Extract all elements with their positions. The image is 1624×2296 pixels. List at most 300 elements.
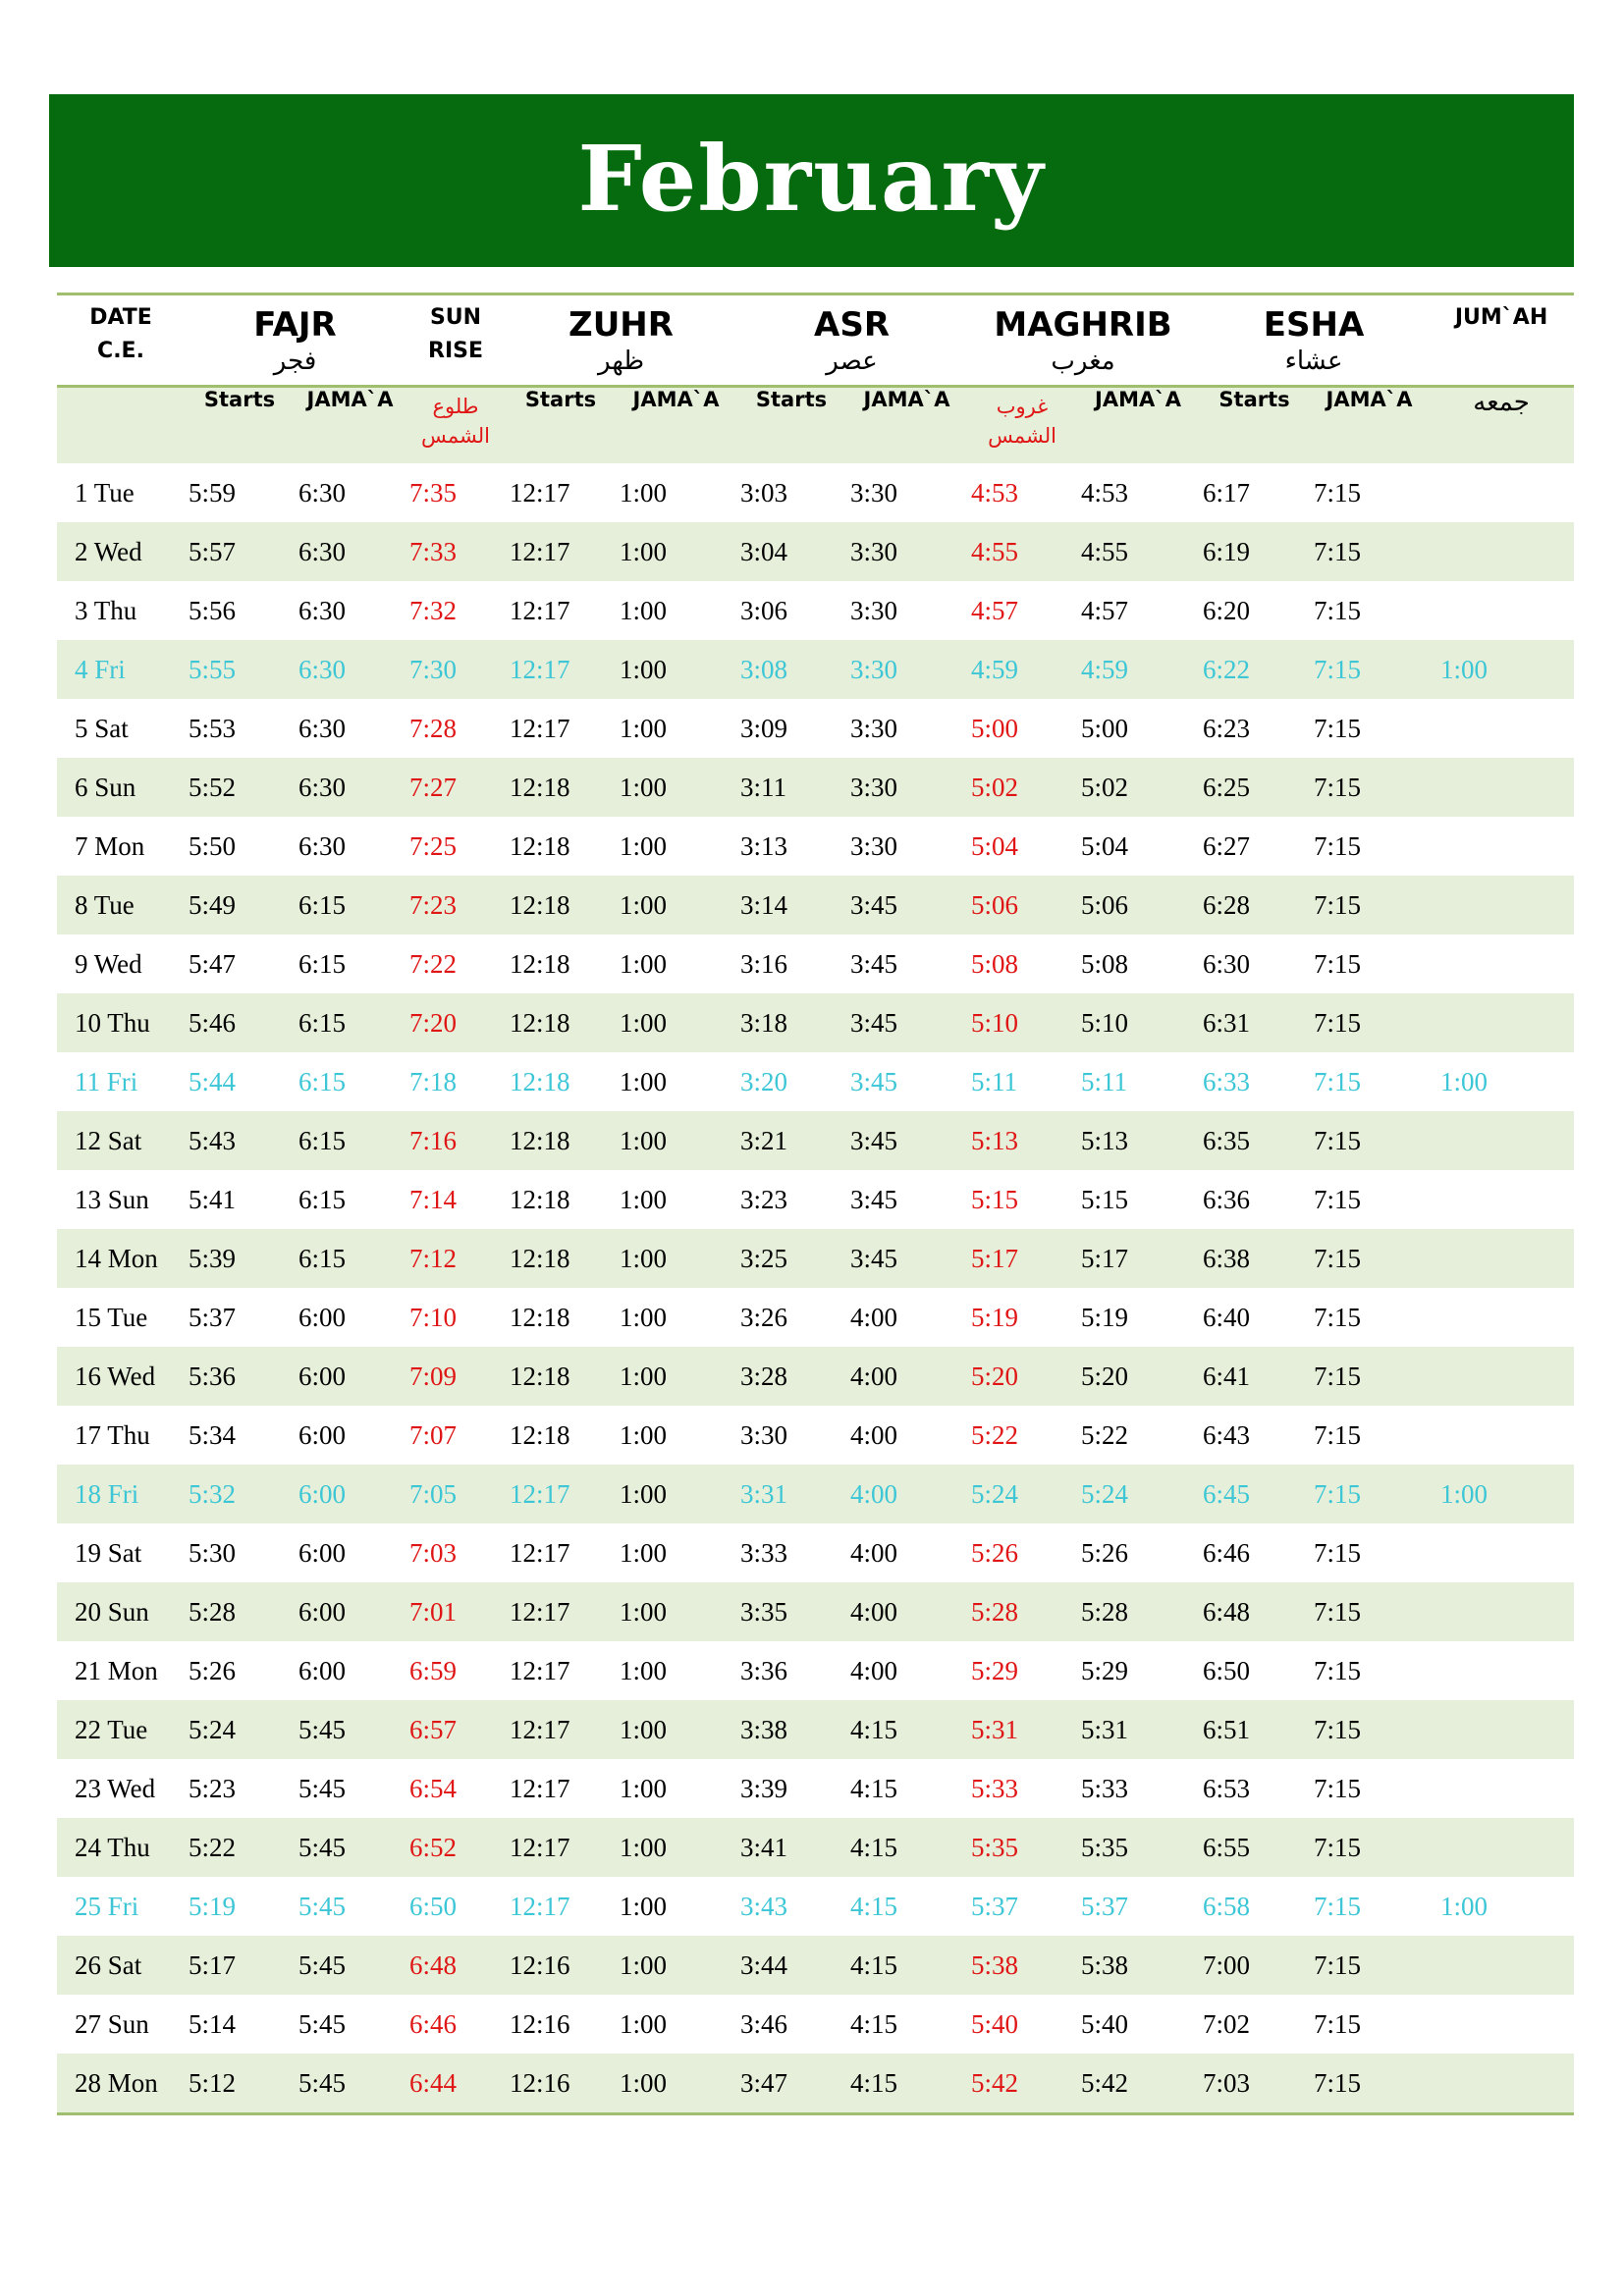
table-row bbox=[57, 1229, 1574, 1288]
sunrise-cell: 6:52 bbox=[406, 1818, 506, 1877]
maghrib-cell: 5:40 bbox=[971, 2008, 1019, 2039]
esha-cell: 6:25 bbox=[1199, 758, 1310, 817]
esha-cell: 6:22 bbox=[1199, 640, 1310, 699]
esha-jamaa-cell: 7:15 bbox=[1314, 1891, 1362, 1921]
jumah-cell bbox=[1429, 1759, 1574, 1818]
maghrib-jamaa-cell: 5:00 bbox=[1081, 713, 1129, 743]
date-cell: 27 Sun bbox=[75, 2008, 149, 2039]
esha-jamaa-cell: 7:15 bbox=[1310, 876, 1429, 934]
esha-jamaa-cell: 7:15 bbox=[1314, 595, 1362, 625]
asr-jamaa-cell: 3:45 bbox=[846, 876, 967, 934]
maghrib-jamaa-cell: 5:20 bbox=[1077, 1347, 1199, 1406]
asr-cell: 3:25 bbox=[736, 1229, 846, 1288]
asr-jamaa-cell: 4:15 bbox=[846, 1818, 967, 1877]
maghrib-cell: 5:11 bbox=[971, 1066, 1018, 1096]
asr-cell: 3:33 bbox=[740, 1537, 788, 1568]
asr-jamaa-cell: 4:15 bbox=[846, 1700, 967, 1759]
esha-jamaa-cell: 7:15 bbox=[1310, 1582, 1429, 1641]
zuhr-jamaa-cell: 1:00 bbox=[620, 1066, 668, 1096]
asr-cell: 3:30 bbox=[740, 1419, 788, 1450]
sunrise-cell: 7:33 bbox=[406, 522, 506, 581]
maghrib-cell: 5:08 bbox=[971, 948, 1019, 979]
table-row bbox=[57, 1111, 1574, 1170]
maghrib-cell: 5:15 bbox=[971, 1184, 1019, 1214]
fajr-cell: 5:41 bbox=[189, 1184, 237, 1214]
esha-cell: 7:03 bbox=[1199, 2054, 1310, 2114]
zuhr-cell: 12:17 bbox=[510, 713, 570, 743]
jumah-cell bbox=[1429, 1582, 1574, 1641]
jumah-cell bbox=[1429, 1523, 1574, 1582]
zuhr-cell: 12:18 bbox=[510, 1066, 570, 1096]
prayer-timetable bbox=[57, 293, 1574, 2115]
zuhr-jamaa-cell: 1:00 bbox=[620, 1891, 668, 1921]
asr-cell: 3:06 bbox=[740, 595, 788, 625]
asr-jamaa-cell: 3:30 bbox=[846, 522, 967, 581]
maghrib-jamaa-cell: 5:31 bbox=[1077, 1700, 1199, 1759]
zuhr-jamaa-cell: 1:00 bbox=[616, 1347, 736, 1406]
fajr-cell: 5:57 bbox=[185, 522, 295, 581]
asr-cell: 3:13 bbox=[740, 830, 788, 861]
asr-jamaa-cell: 3:45 bbox=[850, 948, 898, 979]
sunset-ar-label: غروب الشمس bbox=[967, 387, 1077, 464]
fajr-cell: 5:12 bbox=[185, 2054, 295, 2114]
jumah-cell bbox=[1429, 934, 1574, 993]
asr-jamaa-cell: 4:00 bbox=[846, 1582, 967, 1641]
esha-cell: 6:33 bbox=[1203, 1066, 1251, 1096]
esha-jamaa-cell: 7:15 bbox=[1310, 993, 1429, 1052]
asr-cell: 3:28 bbox=[736, 1347, 846, 1406]
maghrib-cell: 5:29 bbox=[971, 1655, 1019, 1685]
asr-cell: 3:14 bbox=[736, 876, 846, 934]
esha-jamaa-cell: 7:15 bbox=[1314, 1066, 1362, 1096]
jumah-cell bbox=[1429, 1229, 1574, 1288]
fajr-jamaa-cell: 5:45 bbox=[298, 1891, 347, 1921]
asr-jamaa-cell: 4:00 bbox=[850, 1419, 898, 1450]
table-row bbox=[57, 934, 1574, 993]
jumah-cell bbox=[1429, 1995, 1574, 2054]
sunrise-cell: 7:09 bbox=[406, 1347, 506, 1406]
sunrise-cell: 6:54 bbox=[409, 1773, 458, 1803]
jumah-cell bbox=[1429, 2054, 1574, 2114]
date-cell: 16 Wed bbox=[57, 1347, 185, 1406]
esha-cell: 6:27 bbox=[1203, 830, 1251, 861]
table-row bbox=[57, 758, 1574, 817]
esha-cell: 6:48 bbox=[1199, 1582, 1310, 1641]
maghrib-jamaa-cell: 5:35 bbox=[1077, 1818, 1199, 1877]
esha-cell: 6:38 bbox=[1199, 1229, 1310, 1288]
maghrib-cell: 5:10 bbox=[967, 993, 1077, 1052]
maghrib-cell: 5:20 bbox=[967, 1347, 1077, 1406]
zuhr-jamaa-cell: 1:00 bbox=[616, 876, 736, 934]
page-title: February bbox=[577, 126, 1046, 232]
maghrib-jamaa-cell: 5:33 bbox=[1081, 1773, 1129, 1803]
maghrib-jamaa-cell: 5:26 bbox=[1081, 1537, 1129, 1568]
zuhr-jamaa-label: JAMA`A bbox=[616, 387, 736, 464]
jumah-cell bbox=[1429, 1818, 1574, 1877]
maghrib-cell: 5:38 bbox=[967, 1936, 1077, 1995]
fajr-cell: 5:53 bbox=[189, 713, 237, 743]
date-cell: 2 Wed bbox=[57, 522, 185, 581]
fajr-cell: 5:44 bbox=[189, 1066, 237, 1096]
fajr-jamaa-cell: 6:00 bbox=[295, 1582, 406, 1641]
asr-cell: 3:26 bbox=[740, 1302, 788, 1332]
date-cell: 21 Mon bbox=[75, 1655, 158, 1685]
fajr-jamaa-cell: 6:15 bbox=[295, 1229, 406, 1288]
maghrib-jamaa-cell: 5:06 bbox=[1077, 876, 1199, 934]
jumah-cell bbox=[1429, 1288, 1574, 1347]
asr-cell: 3:18 bbox=[736, 993, 846, 1052]
zuhr-jamaa-cell: 1:00 bbox=[616, 1465, 736, 1523]
zuhr-jamaa-cell: 1:00 bbox=[620, 477, 668, 507]
fajr-jamaa-cell: 6:00 bbox=[298, 1537, 347, 1568]
zuhr-cell: 12:18 bbox=[506, 993, 616, 1052]
table-row bbox=[57, 1523, 1574, 1582]
esha-jamaa-cell: 7:15 bbox=[1310, 640, 1429, 699]
fajr-cell: 5:36 bbox=[185, 1347, 295, 1406]
zuhr-jamaa-cell: 1:00 bbox=[616, 1818, 736, 1877]
fajr-jamaa-cell: 5:45 bbox=[295, 1936, 406, 1995]
date-cell: 15 Tue bbox=[75, 1302, 148, 1332]
maghrib-cell: 5:28 bbox=[967, 1582, 1077, 1641]
fajr-jamaa-cell: 5:45 bbox=[295, 2054, 406, 2114]
maghrib-jamaa-cell: 5:02 bbox=[1077, 758, 1199, 817]
zuhr-cell: 12:18 bbox=[510, 948, 570, 979]
jumah-cell: 1:00 bbox=[1440, 1891, 1489, 1921]
date-cell: 14 Mon bbox=[57, 1229, 185, 1288]
sunrise-ar-label: طلوع الشمس bbox=[406, 387, 506, 464]
date-cell: 18 Fri bbox=[57, 1465, 185, 1523]
jumah-cell: 1:00 bbox=[1440, 1066, 1489, 1096]
jumah-cell bbox=[1429, 1406, 1574, 1465]
asr-cell: 3:41 bbox=[736, 1818, 846, 1877]
maghrib-cell: 5:22 bbox=[971, 1419, 1019, 1450]
zuhr-cell: 12:18 bbox=[510, 1184, 570, 1214]
maghrib-cell: 5:24 bbox=[967, 1465, 1077, 1523]
zuhr-jamaa-cell: 1:00 bbox=[616, 1700, 736, 1759]
jumah-cell bbox=[1429, 1347, 1574, 1406]
fajr-jamaa-cell: 5:45 bbox=[298, 1773, 347, 1803]
fajr-jamaa-cell: 6:30 bbox=[295, 640, 406, 699]
table-row bbox=[57, 876, 1574, 934]
jumah-cell bbox=[1429, 699, 1574, 758]
esha-cell: 7:02 bbox=[1203, 2008, 1251, 2039]
zuhr-cell: 12:17 bbox=[510, 1773, 570, 1803]
zuhr-jamaa-cell: 1:00 bbox=[616, 640, 736, 699]
asr-jamaa-cell: 3:30 bbox=[850, 595, 898, 625]
zuhr-cell: 12:17 bbox=[506, 522, 616, 581]
fajr-jamaa-cell: 6:15 bbox=[298, 948, 347, 979]
sunrise-cell: 7:16 bbox=[406, 1111, 506, 1170]
table-row bbox=[57, 1877, 1574, 1936]
date-cell: 23 Wed bbox=[75, 1773, 156, 1803]
zuhr-jamaa-cell: 1:00 bbox=[620, 713, 668, 743]
asr-cell: 3:16 bbox=[740, 948, 788, 979]
table-row bbox=[57, 1347, 1574, 1406]
maghrib-jamaa-cell: 5:10 bbox=[1077, 993, 1199, 1052]
fajr-jamaa-cell: 6:30 bbox=[298, 595, 347, 625]
table-row bbox=[57, 699, 1574, 758]
jumah-header: JUM`AH bbox=[1429, 294, 1574, 387]
maghrib-cell: 4:53 bbox=[971, 477, 1019, 507]
table-row bbox=[57, 1170, 1574, 1229]
fajr-cell: 5:34 bbox=[189, 1419, 237, 1450]
zuhr-jamaa-cell: 1:00 bbox=[620, 1419, 668, 1450]
maghrib-header: MAGHRIB مغرب bbox=[967, 294, 1199, 387]
asr-cell: 3:03 bbox=[740, 477, 788, 507]
esha-cell: 6:41 bbox=[1199, 1347, 1310, 1406]
date-cell: 7 Mon bbox=[75, 830, 145, 861]
esha-jamaa-cell: 7:15 bbox=[1314, 1419, 1362, 1450]
asr-cell: 3:31 bbox=[736, 1465, 846, 1523]
fajr-jamaa-cell: 6:30 bbox=[298, 477, 347, 507]
esha-jamaa-cell: 7:15 bbox=[1310, 1465, 1429, 1523]
sunrise-cell: 7:05 bbox=[406, 1465, 506, 1523]
fajr-jamaa-cell: 6:00 bbox=[298, 1302, 347, 1332]
asr-cell: 3:46 bbox=[740, 2008, 788, 2039]
table-row bbox=[57, 1759, 1574, 1818]
asr-cell: 3:44 bbox=[736, 1936, 846, 1995]
esha-cell: 6:20 bbox=[1203, 595, 1251, 625]
asr-starts-label: Starts bbox=[736, 387, 846, 464]
jumah-cell: 1:00 bbox=[1429, 1465, 1574, 1523]
zuhr-jamaa-cell: 1:00 bbox=[616, 758, 736, 817]
maghrib-jamaa-cell: 5:19 bbox=[1081, 1302, 1129, 1332]
jumah-cell bbox=[1429, 522, 1574, 581]
zuhr-cell: 12:18 bbox=[506, 1111, 616, 1170]
fajr-cell: 5:39 bbox=[185, 1229, 295, 1288]
esha-jamaa-cell: 7:15 bbox=[1314, 477, 1362, 507]
asr-jamaa-cell: 3:30 bbox=[850, 830, 898, 861]
asr-cell: 3:23 bbox=[740, 1184, 788, 1214]
table-row bbox=[57, 993, 1574, 1052]
zuhr-cell: 12:18 bbox=[510, 1302, 570, 1332]
jumah-ar-label: جمعه bbox=[1429, 387, 1574, 464]
date-cell: 6 Sun bbox=[57, 758, 185, 817]
esha-cell: 6:35 bbox=[1199, 1111, 1310, 1170]
fajr-cell: 5:49 bbox=[185, 876, 295, 934]
date-cell: 11 Fri bbox=[75, 1066, 138, 1096]
esha-cell: 6:19 bbox=[1199, 522, 1310, 581]
asr-jamaa-cell: 4:15 bbox=[846, 2054, 967, 2114]
sunrise-cell: 7:10 bbox=[409, 1302, 458, 1332]
asr-cell: 3:21 bbox=[736, 1111, 846, 1170]
fajr-cell: 5:30 bbox=[189, 1537, 237, 1568]
zuhr-cell: 12:17 bbox=[510, 477, 570, 507]
sunrise-cell: 7:07 bbox=[409, 1419, 458, 1450]
esha-jamaa-cell: 7:15 bbox=[1314, 1302, 1362, 1332]
zuhr-jamaa-cell: 1:00 bbox=[620, 1184, 668, 1214]
asr-cell: 3:04 bbox=[736, 522, 846, 581]
sunrise-cell: 7:18 bbox=[409, 1066, 458, 1096]
zuhr-cell: 12:17 bbox=[506, 1818, 616, 1877]
maghrib-jamaa-cell: 5:24 bbox=[1077, 1465, 1199, 1523]
esha-jamaa-cell: 7:15 bbox=[1314, 2008, 1362, 2039]
fajr-cell: 5:19 bbox=[189, 1891, 237, 1921]
table-row bbox=[57, 1465, 1574, 1523]
subheader-row bbox=[57, 387, 1574, 464]
sunrise-cell: 7:23 bbox=[406, 876, 506, 934]
fajr-cell: 5:59 bbox=[189, 477, 237, 507]
asr-jamaa-cell: 3:30 bbox=[846, 758, 967, 817]
fajr-cell: 5:32 bbox=[185, 1465, 295, 1523]
table-row bbox=[57, 1936, 1574, 1995]
sunrise-cell: 6:50 bbox=[409, 1891, 458, 1921]
zuhr-jamaa-cell: 1:00 bbox=[616, 522, 736, 581]
jumah-cell bbox=[1429, 1111, 1574, 1170]
date-cell: 24 Thu bbox=[57, 1818, 185, 1877]
zuhr-cell: 12:18 bbox=[510, 830, 570, 861]
asr-header: ASR عصر bbox=[736, 294, 967, 387]
zuhr-cell: 12:18 bbox=[506, 758, 616, 817]
asr-cell: 3:08 bbox=[736, 640, 846, 699]
date-cell: 12 Sat bbox=[57, 1111, 185, 1170]
zuhr-cell: 12:16 bbox=[506, 2054, 616, 2114]
date-cell: 5 Sat bbox=[75, 713, 129, 743]
sunrise-cell: 7:28 bbox=[409, 713, 458, 743]
zuhr-jamaa-cell: 1:00 bbox=[620, 595, 668, 625]
fajr-jamaa-cell: 5:45 bbox=[295, 1818, 406, 1877]
asr-cell: 3:39 bbox=[740, 1773, 788, 1803]
fajr-jamaa-cell: 6:00 bbox=[295, 1347, 406, 1406]
sunrise-cell: 7:32 bbox=[409, 595, 458, 625]
maghrib-cell: 4:57 bbox=[971, 595, 1019, 625]
table-row bbox=[57, 522, 1574, 581]
maghrib-jamaa-cell: 5:38 bbox=[1077, 1936, 1199, 1995]
fajr-cell: 5:52 bbox=[185, 758, 295, 817]
asr-jamaa-cell: 4:00 bbox=[850, 1302, 898, 1332]
date-cell: 25 Fri bbox=[75, 1891, 139, 1921]
table-row bbox=[57, 463, 1574, 522]
jumah-cell bbox=[1429, 993, 1574, 1052]
esha-cell: 6:30 bbox=[1203, 948, 1251, 979]
zuhr-jamaa-cell: 1:00 bbox=[620, 1302, 668, 1332]
esha-jamaa-cell: 7:15 bbox=[1310, 1229, 1429, 1288]
maghrib-jamaa-cell: 5:29 bbox=[1081, 1655, 1129, 1685]
fajr-cell: 5:28 bbox=[185, 1582, 295, 1641]
date-cell: 22 Tue bbox=[57, 1700, 185, 1759]
maghrib-cell: 5:13 bbox=[967, 1111, 1077, 1170]
fajr-jamaa-cell: 6:15 bbox=[298, 1066, 347, 1096]
zuhr-cell: 12:18 bbox=[510, 1419, 570, 1450]
maghrib-cell: 5:06 bbox=[967, 876, 1077, 934]
maghrib-cell: 5:00 bbox=[971, 713, 1019, 743]
esha-jamaa-cell: 7:15 bbox=[1314, 1773, 1362, 1803]
asr-cell: 3:09 bbox=[740, 713, 788, 743]
date-cell: 10 Thu bbox=[57, 993, 185, 1052]
jumah-cell bbox=[1429, 1700, 1574, 1759]
esha-cell: 6:23 bbox=[1203, 713, 1251, 743]
sunrise-cell: 6:48 bbox=[406, 1936, 506, 1995]
asr-cell: 3:20 bbox=[740, 1066, 788, 1096]
maghrib-jamaa-cell: 4:53 bbox=[1081, 477, 1129, 507]
date-cell: 19 Sat bbox=[75, 1537, 142, 1568]
maghrib-jamaa-cell: 5:13 bbox=[1077, 1111, 1199, 1170]
date-cell: 28 Mon bbox=[57, 2054, 185, 2114]
zuhr-jamaa-cell: 1:00 bbox=[620, 830, 668, 861]
zuhr-jamaa-cell: 1:00 bbox=[620, 1773, 668, 1803]
maghrib-cell: 5:19 bbox=[971, 1302, 1019, 1332]
fajr-cell: 5:37 bbox=[189, 1302, 237, 1332]
fajr-jamaa-cell: 6:30 bbox=[295, 758, 406, 817]
sunrise-cell: 7:01 bbox=[406, 1582, 506, 1641]
esha-jamaa-cell: 7:15 bbox=[1310, 758, 1429, 817]
asr-jamaa-cell: 3:30 bbox=[850, 713, 898, 743]
table-row bbox=[57, 1700, 1574, 1759]
table-row bbox=[57, 1995, 1574, 2054]
maghrib-jamaa-cell: 5:28 bbox=[1077, 1582, 1199, 1641]
fajr-cell: 5:14 bbox=[189, 2008, 237, 2039]
date-cell: 17 Thu bbox=[75, 1419, 150, 1450]
esha-cell: 6:46 bbox=[1203, 1537, 1251, 1568]
fajr-jamaa-cell: 6:00 bbox=[298, 1655, 347, 1685]
fajr-cell: 5:24 bbox=[185, 1700, 295, 1759]
fajr-jamaa-cell: 6:15 bbox=[295, 993, 406, 1052]
esha-jamaa-cell: 7:15 bbox=[1314, 948, 1362, 979]
jumah-cell bbox=[1429, 758, 1574, 817]
zuhr-jamaa-cell: 1:00 bbox=[616, 1229, 736, 1288]
zuhr-jamaa-cell: 1:00 bbox=[616, 1111, 736, 1170]
asr-cell: 3:35 bbox=[736, 1582, 846, 1641]
zuhr-jamaa-cell: 1:00 bbox=[616, 1582, 736, 1641]
maghrib-cell: 5:35 bbox=[967, 1818, 1077, 1877]
asr-jamaa-cell: 3:45 bbox=[846, 1111, 967, 1170]
asr-jamaa-label: JAMA`A bbox=[846, 387, 967, 464]
header-row bbox=[57, 294, 1574, 387]
jumah-cell bbox=[1429, 1641, 1574, 1700]
sunrise-cell: 7:22 bbox=[409, 948, 458, 979]
sunrise-cell: 6:46 bbox=[409, 2008, 458, 2039]
esha-jamaa-cell: 7:15 bbox=[1310, 1818, 1429, 1877]
maghrib-cell: 5:37 bbox=[971, 1891, 1019, 1921]
date-cell: 9 Wed bbox=[75, 948, 142, 979]
esha-cell: 6:17 bbox=[1203, 477, 1251, 507]
zuhr-cell: 12:18 bbox=[506, 1347, 616, 1406]
sunrise-cell: 7:35 bbox=[409, 477, 458, 507]
sunrise-cell: 7:12 bbox=[406, 1229, 506, 1288]
fajr-jamaa-cell: 6:00 bbox=[295, 1465, 406, 1523]
table-row bbox=[57, 1052, 1574, 1111]
asr-jamaa-cell: 3:45 bbox=[850, 1066, 898, 1096]
esha-cell: 6:51 bbox=[1199, 1700, 1310, 1759]
asr-jamaa-cell: 4:00 bbox=[850, 1537, 898, 1568]
date-cell: 4 Fri bbox=[57, 640, 185, 699]
asr-jamaa-cell: 4:00 bbox=[850, 1655, 898, 1685]
zuhr-jamaa-cell: 1:00 bbox=[620, 1537, 668, 1568]
esha-jamaa-cell: 7:15 bbox=[1310, 1347, 1429, 1406]
maghrib-jamaa-cell: 5:17 bbox=[1077, 1229, 1199, 1288]
esha-header: ESHA عشاء bbox=[1199, 294, 1429, 387]
table-row bbox=[57, 2054, 1574, 2114]
table-row bbox=[57, 1818, 1574, 1877]
sunrise-cell: 6:59 bbox=[409, 1655, 458, 1685]
zuhr-cell: 12:17 bbox=[506, 640, 616, 699]
asr-cell: 3:11 bbox=[736, 758, 846, 817]
maghrib-jamaa-cell: 5:22 bbox=[1081, 1419, 1129, 1450]
esha-jamaa-cell: 7:15 bbox=[1310, 1111, 1429, 1170]
esha-jamaa-cell: 7:15 bbox=[1310, 2054, 1429, 2114]
date-cell: 1 Tue bbox=[75, 477, 135, 507]
esha-cell: 6:28 bbox=[1199, 876, 1310, 934]
esha-cell: 6:53 bbox=[1203, 1773, 1251, 1803]
fajr-jamaa-cell: 6:30 bbox=[295, 522, 406, 581]
zuhr-jamaa-cell: 1:00 bbox=[620, 1655, 668, 1685]
zuhr-cell: 12:17 bbox=[510, 595, 570, 625]
esha-jamaa-cell: 7:15 bbox=[1314, 1537, 1362, 1568]
month-banner bbox=[49, 94, 1574, 267]
fajr-jamaa-cell: 6:00 bbox=[298, 1419, 347, 1450]
fajr-jamaa-label: JAMA`A bbox=[295, 387, 406, 464]
esha-starts-label: Starts bbox=[1199, 387, 1310, 464]
